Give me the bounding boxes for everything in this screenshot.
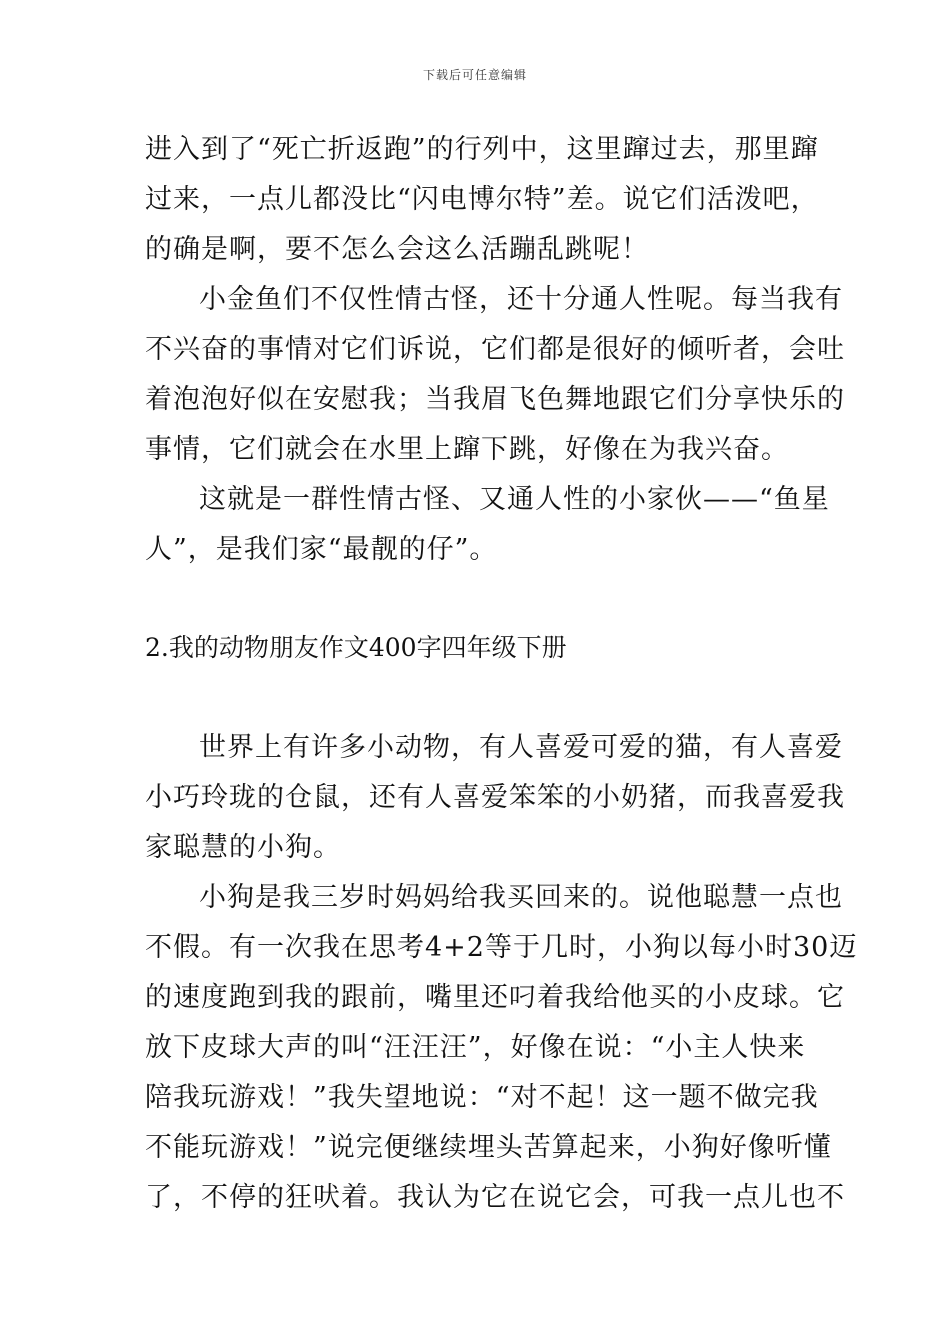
paragraph-line: 世界上有许多小动物，有人喜爱可爱的猫，有人喜爱	[199, 732, 843, 763]
page-header: 下载后可任意编辑	[422, 68, 527, 82]
paragraph-line: 的确是啊，要不怎么会这么活蹦乱跳呢！	[145, 234, 649, 265]
paragraph-line: 这就是一群性情古怪、又通人性的小家伙——“鱼星	[199, 484, 830, 515]
paragraph-line: 不假。有一次我在思考4+2等于几时，小狗以每小时30迈	[145, 932, 858, 963]
paragraph-line: 过来，一点儿都没比“闪电博尔特”差。说它们活泼吧，	[145, 184, 819, 215]
paragraph-line: 的速度跑到我的跟前，嘴里还叼着我给他买的小皮球。它	[145, 982, 845, 1013]
paragraph-line: 进入到了“死亡折返跑”的行列中，这里蹿过去，那里蹿	[145, 134, 819, 165]
paragraph-line: 家聪慧的小狗。	[145, 832, 341, 863]
paragraph-line: 人”，是我们家“最靓的仔”。	[145, 534, 498, 565]
paragraph-line: 小金鱼们不仅性情古怪，还十分通人性呢。每当我有	[199, 284, 843, 315]
paragraph-line: 小巧玲珑的仓鼠，还有人喜爱笨笨的小奶猪，而我喜爱我	[145, 782, 845, 813]
paragraph-line: 不兴奋的事情对它们诉说，它们都是很好的倾听者，会吐	[145, 334, 845, 365]
section-heading: 2.我的动物朋友作文400字四年级下册	[145, 633, 567, 662]
paragraph-line: 放下皮球大声的叫“汪汪汪”，好像在说：“小主人快来	[145, 1032, 806, 1063]
paragraph-line: 着泡泡好似在安慰我；当我眉飞色舞地跟它们分享快乐的	[145, 384, 845, 415]
paragraph-line: 了，不停的狂吠着。我认为它在说它会，可我一点儿也不	[145, 1182, 845, 1213]
paragraph-line: 陪我玩游戏！”我失望地说：“对不起！这一题不做完我	[145, 1082, 819, 1113]
paragraph-line: 事情，它们就会在水里上蹿下跳，好像在为我兴奋。	[145, 434, 789, 465]
paragraph-line: 小狗是我三岁时妈妈给我买回来的。说他聪慧一点也	[199, 882, 843, 913]
paragraph-line: 不能玩游戏！”说完便继续埋头苦算起来，小狗好像听懂	[145, 1132, 832, 1163]
